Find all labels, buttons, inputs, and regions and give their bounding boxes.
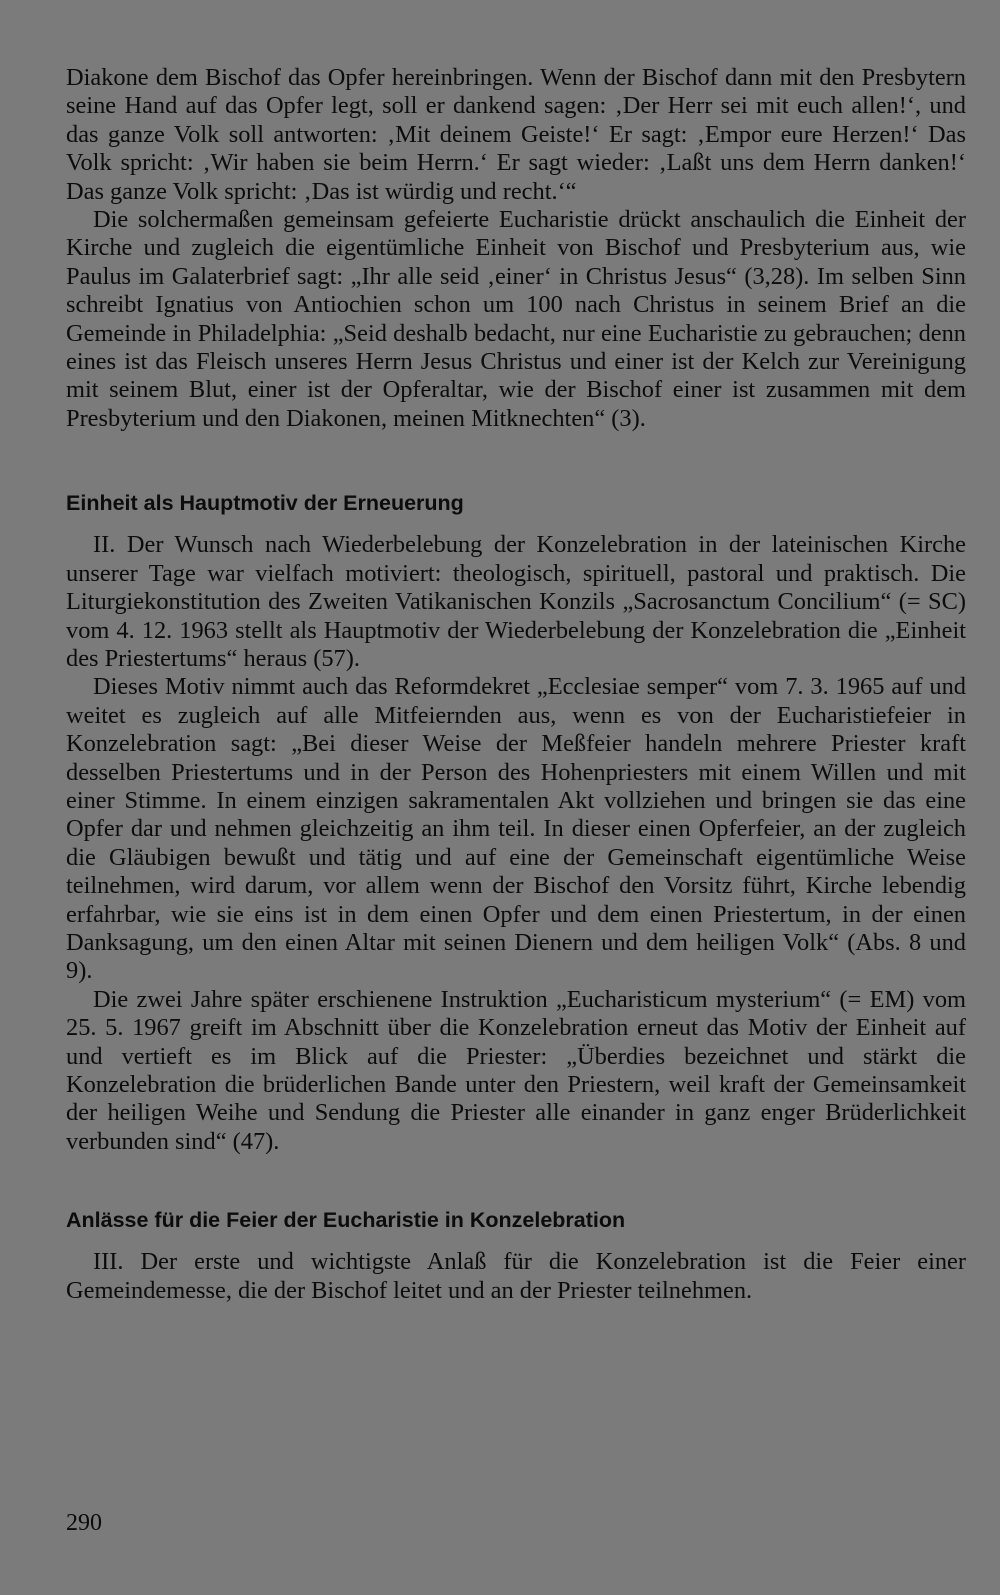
paragraph: Die zwei Jahre später erschienene Instruktion „Eucharisticum mysterium“ (= EM) vom 25. 5. 1967 greift im Abschnitt über die Konzelebration erneut das Motiv der Einheit auf und vertieft es im Blick auf die Priester: „Überdies bezeichnet und stärkt die Konzelebration die brüderlichen Bande unter den Priestern, weil kraft der Gemeinsamkeit der heiligen Weihe und Sendung die Priester alle einander in ganz enger Brüderlichkeit verbunden sind“ (47).: [66, 985, 966, 1155]
page-body: [66, 64, 966, 1305]
paragraph: Dieses Motiv nimmt auch das Reformdekret „Ecclesiae semper“ vom 7. 3. 1965 auf und weitet es zugleich auf alle Mitfeiernden aus, wenn es von der Eucharistiefeier in Konzelebration sagt: „Bei dieser Weise der Meßfeier handeln mehrere Priester kraft desselben Priestertums und in der Person des Hohenpriesters mit einem Willen und mit einer Stimme. In einem einzigen sakramentalen Akt vollziehen und bringen sie das eine Opfer dar und nehmen gleichzeitig an ihm teil. In dieser einen Opferfeier, an der zugleich die Gläubigen bewußt und tätig und auf eine der Gemeinschaft eigentümliche Weise teilnehmen, wird darum, vor allem wenn der Bischof den Vorsitz führt, Kirche lebendig erfahrbar, wie sie eins ist in dem einen Opfer und dem einen Priestertum, in der einen Danksagung, um den einen Altar mit seinen Dienern und dem heiligen Volk“ (Abs. 8 und 9).: [66, 673, 966, 985]
paragraph: Die solchermaßen gemeinsam gefeierte Eucharistie drückt anschaulich die Einheit der Kirche und zugleich die eigentümliche Einheit von Bischof und Presbyterium aus, wie Paulus im Galaterbrief sagt: „Ihr alle seid ‚einer‘ in Christus Jesus“ (3,28). Im selben Sinn schreibt Ignatius von Antiochien schon um 100 nach Christus in seinem Brief an die Gemeinde in Philadelphia: „Seid deshalb bedacht, nur eine Eucharistie zu gebrauchen; denn eines ist das Fleisch unseres Herrn Jesus Christus und einer ist der Kelch zur Vereinigung mit seinem Blut, einer ist der Opferaltar, wie der Bischof einer ist zusammen mit dem Presbyterium und den Diakonen, meinen Mitknechten“ (3).: [66, 206, 966, 432]
page-number: 290: [66, 1510, 102, 1536]
paragraph: III. Der erste und wichtigste Anlaß für die Konzelebration ist die Feier einer Gemeindemesse, die der Bischof leitet und an der Priester teilnehmen.: [66, 1248, 966, 1304]
section-heading: Einheit als Hauptmotiv der Erneuerung: [66, 491, 464, 516]
paragraph: Diakone dem Bischof das Opfer hereinbringen. Wenn der Bischof dann mit den Presbytern seine Hand auf das Opfer legt, soll er dankend sagen: ‚Der Herr sei mit euch allen!‘, und das ganze Volk soll antworten: ‚Mit deinem Geiste!‘ Er sagt: ‚Empor eure Herzen!‘ Das Volk spricht: ‚Wir haben sie beim Herrn.‘ Er sagt wieder: ‚Laßt uns dem Herrn danken!‘ Das ganze Volk spricht: ‚Das ist würdig und recht.‘“: [66, 64, 966, 205]
section-heading: Anlässe für die Feier der Eucharistie in Konzelebration: [66, 1208, 626, 1233]
paragraph: II. Der Wunsch nach Wiederbelebung der Konzelebration in der lateinischen Kirche unserer Tage war vielfach motiviert: theologisch, spirituell, pastoral und praktisch. Die Liturgiekonstitution des Zweiten Vatikanischen Konzils „Sacrosanctum Concilium“ (= SC) vom 4. 12. 1963 stellt als Hauptmotiv der Wiederbelebung der Konzelebration die „Einheit des Priestertums“ heraus (57).: [66, 531, 966, 672]
